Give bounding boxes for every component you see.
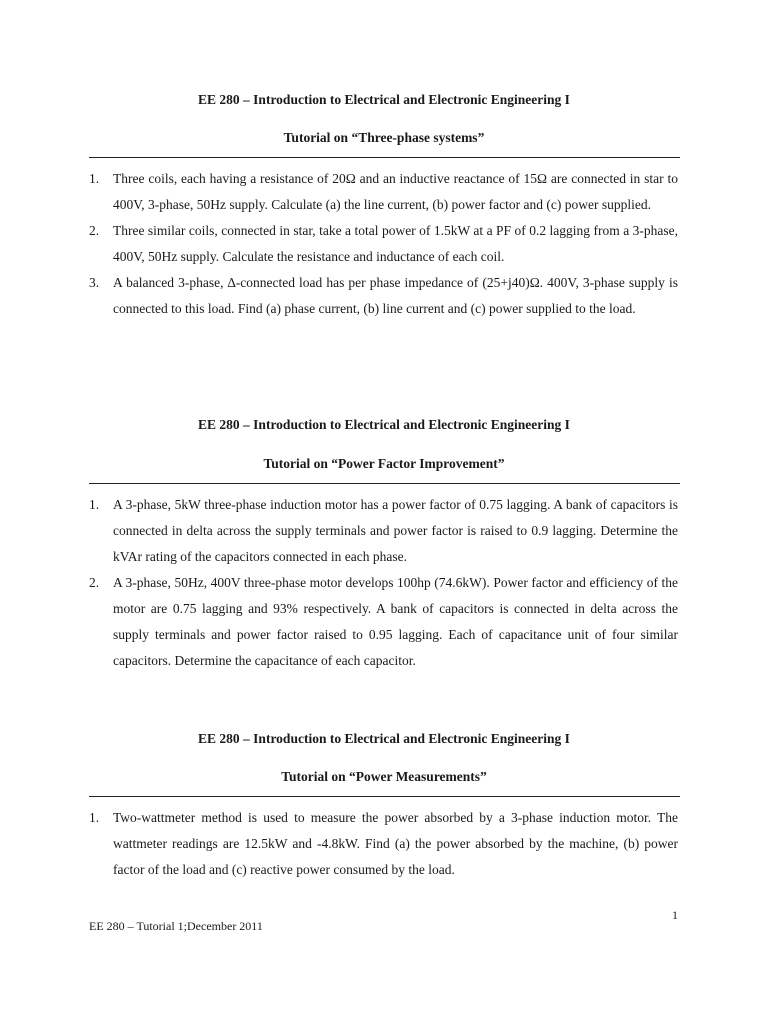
tutorial-title-3: Tutorial on “Power Measurements” xyxy=(281,769,487,784)
tutorial-title-2: Tutorial on “Power Factor Improvement” xyxy=(263,456,505,471)
course-title-1: EE 280 – Introduction to Electrical and Electronic Engineering I xyxy=(198,92,570,107)
question-text: Three similar coils, connected in star, take a total power of 1.5kW at a PF of 0.2 lagging from a 3-phase, 400V, 50Hz supply. Calculate the resistance and inductance of each coil. xyxy=(113,223,678,264)
course-title-2: EE 280 – Introduction to Electrical and Electronic Engineering I xyxy=(198,417,570,432)
question-number: 2. xyxy=(89,575,100,590)
divider-2 xyxy=(89,483,680,484)
question-item xyxy=(89,166,678,218)
question-item xyxy=(89,805,678,883)
question-text: A 3-phase, 50Hz, 400V three-phase motor develops 100hp (74.6kW). Power factor and efficiency of the motor are 0.75 lagging and 93% respectively. A bank of capacitors is connected in delta across the supply terminals and power factor raised to 0.95 lagging. Each of capacitance unit of four similar capacitors. Determine the capacitance of each capacitor. xyxy=(113,575,678,668)
question-number: 1. xyxy=(89,171,100,186)
footer-text: EE 280 – Tutorial 1;December 2011 xyxy=(89,919,263,933)
page-number: 1 xyxy=(672,908,678,922)
course-title-3: EE 280 – Introduction to Electrical and Electronic Engineering I xyxy=(198,731,570,746)
question-list-1 xyxy=(89,166,678,322)
question-text: A 3-phase, 5kW three-phase induction motor has a power factor of 0.75 lagging. A bank of capacitors is connected in delta across the supply terminals and power factor is raised to 0.9 lagging. Determine the kVAr rating of the capacitors connected in each phase. xyxy=(113,497,678,564)
tutorial-title-1: Tutorial on “Three-phase systems” xyxy=(283,130,485,145)
question-item xyxy=(89,218,678,270)
divider-1 xyxy=(89,157,680,158)
question-list-3 xyxy=(89,805,678,883)
question-number: 2. xyxy=(89,223,100,238)
question-number: 3. xyxy=(89,275,100,290)
question-item xyxy=(89,492,678,570)
question-text: A balanced 3-phase, ∆-connected load has per phase impedance of (25+j40)Ω. 400V, 3-phase supply is connected to this load. Find (a) phase current, (b) line current and (c) power supplied to the load. xyxy=(113,275,678,316)
question-item xyxy=(89,270,678,322)
divider-3 xyxy=(89,796,680,797)
question-number: 1. xyxy=(89,497,100,512)
question-text: Three coils, each having a resistance of 20Ω and an inductive reactance of 15Ω are connected in star to 400V, 3-phase, 50Hz supply. Calculate (a) the line current, (b) power factor and (c) power supplied. xyxy=(113,171,678,212)
question-list-2 xyxy=(89,492,678,674)
question-text: Two-wattmeter method is used to measure the power absorbed by a 3-phase induction motor. The wattmeter readings are 12.5kW and -4.8kW. Find (a) the power absorbed by the machine, (b) power factor of the load and (c) reactive power consumed by the load. xyxy=(113,810,678,877)
question-item xyxy=(89,570,678,674)
question-number: 1. xyxy=(89,810,100,825)
